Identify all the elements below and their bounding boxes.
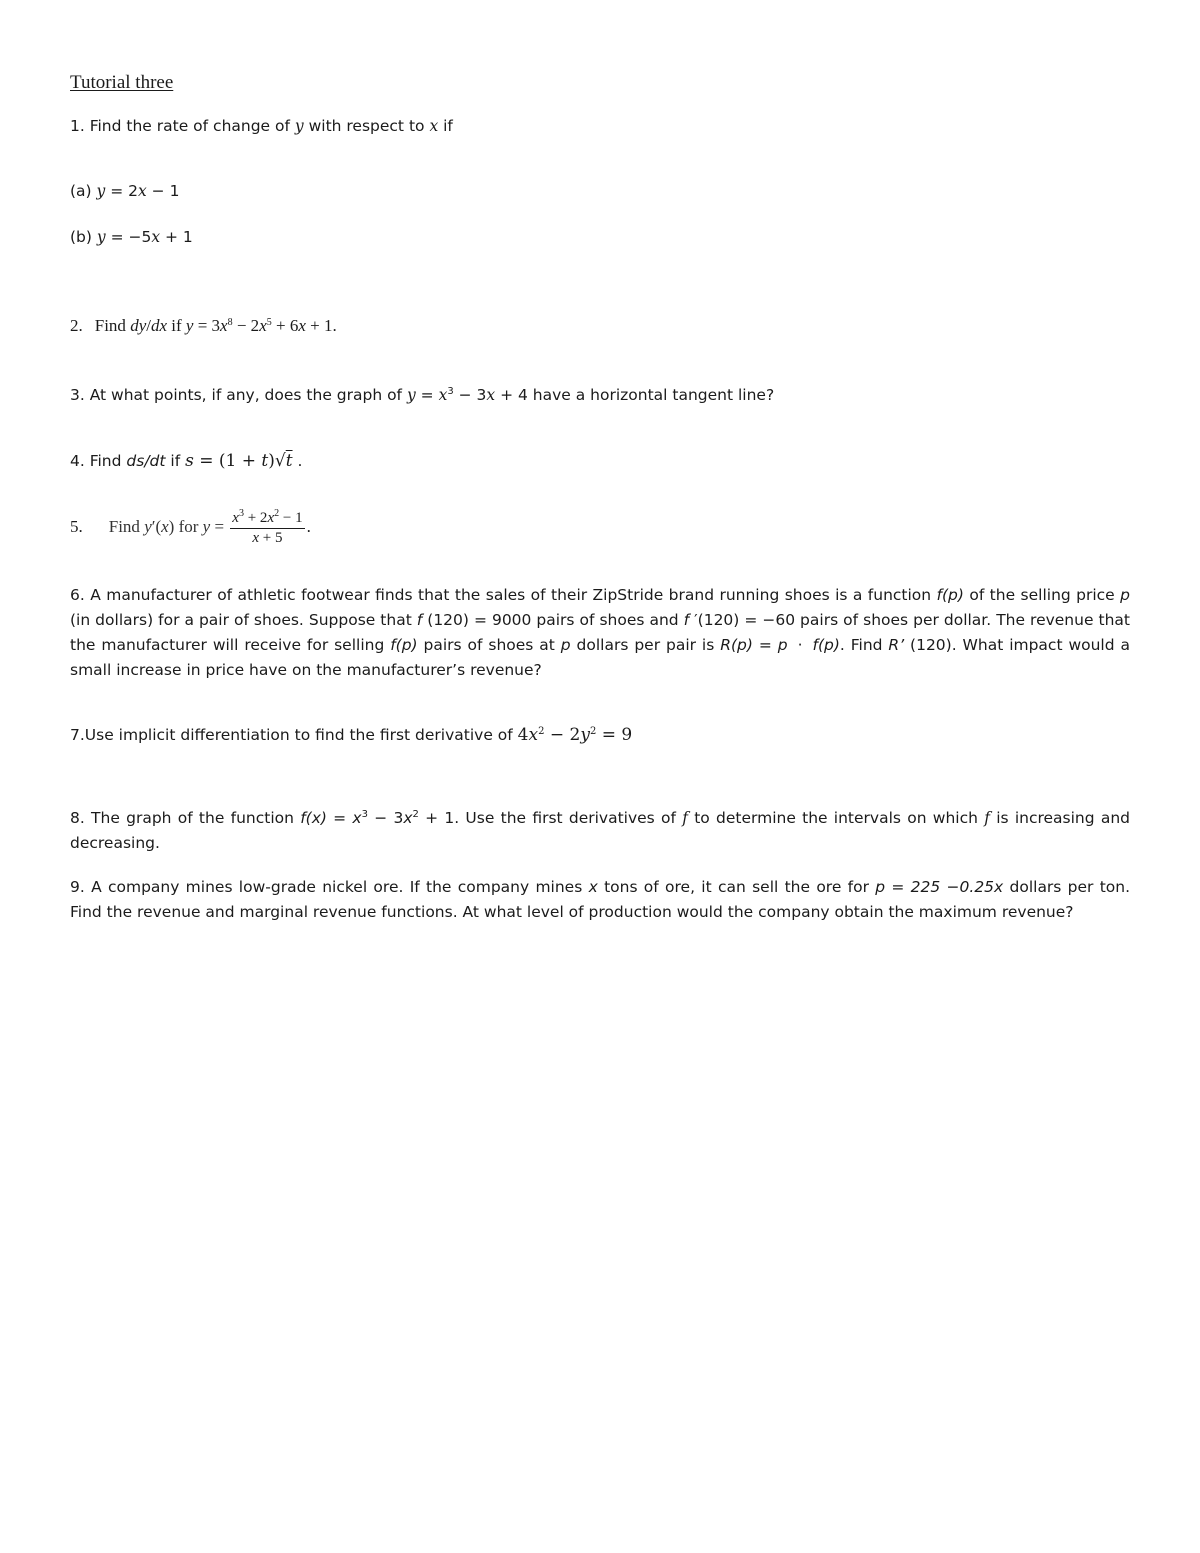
question-3: 3. At what points, if any, does the graph of $y = x^3 - 3x + 4$ have a horizontal tangent line? bbox=[70, 386, 775, 404]
question-5: 5. Find y′(x) for y = $\frac{x^3 + 2x^2 - 1}{x + 5}$ . bbox=[70, 507, 311, 546]
question-4: 4. Find ds/dt if s = (1 + t)√t . bbox=[70, 451, 303, 471]
question-1b: (b) y = −5x + 1 bbox=[70, 228, 193, 246]
fraction: $\frac{x^3 + 2x^2 - 1}{x + 5}$ bbox=[232, 507, 303, 546]
question-8: 8. The graph of the function $f(x) = x^3 - 3x^2 + 1$. Use the first derivatives of f to determine the intervals on which f is increasing and decreasing. bbox=[70, 809, 1130, 852]
question-1: 1. Find the rate of change of y with respect to x if bbox=[70, 117, 453, 135]
question-7: 7.Use implicit differentiation to find the first derivative of $4x^2 - 2y^2 = 9$ bbox=[70, 725, 633, 745]
page-title: Tutorial three bbox=[70, 72, 174, 93]
question-6: 6. A manufacturer of athletic footwear finds that the sales of their ZipStride brand running shoes is a function f(p) of the selling price p (in dollars) for a pair of shoes. Suppose that f (120) = 9000 pairs of shoes and f ′(120) = −60 pairs of shoes per dollar. The revenue that the manufacturer will receive for selling f(p) pairs of shoes at p dollars per pair is R(p) = p · f(p). Find R’ (120). What impact would a small increase in price have on the manufacturer’s revenue? bbox=[70, 586, 1130, 679]
question-9: 9. A company mines low-grade nickel ore. If the company mines x tons of ore, it can sell the ore for p = 225 −0.25x dollars per ton. Find the revenue and marginal revenue functions. At what level of production would the company obtain the maximum revenue? bbox=[70, 878, 1131, 921]
question-2: 2. Find dy/dx if $y = 3x^8 - 2x^5 + 6x + 1$. bbox=[70, 316, 337, 335]
question-1a: (a) y = 2x − 1 bbox=[70, 182, 180, 200]
